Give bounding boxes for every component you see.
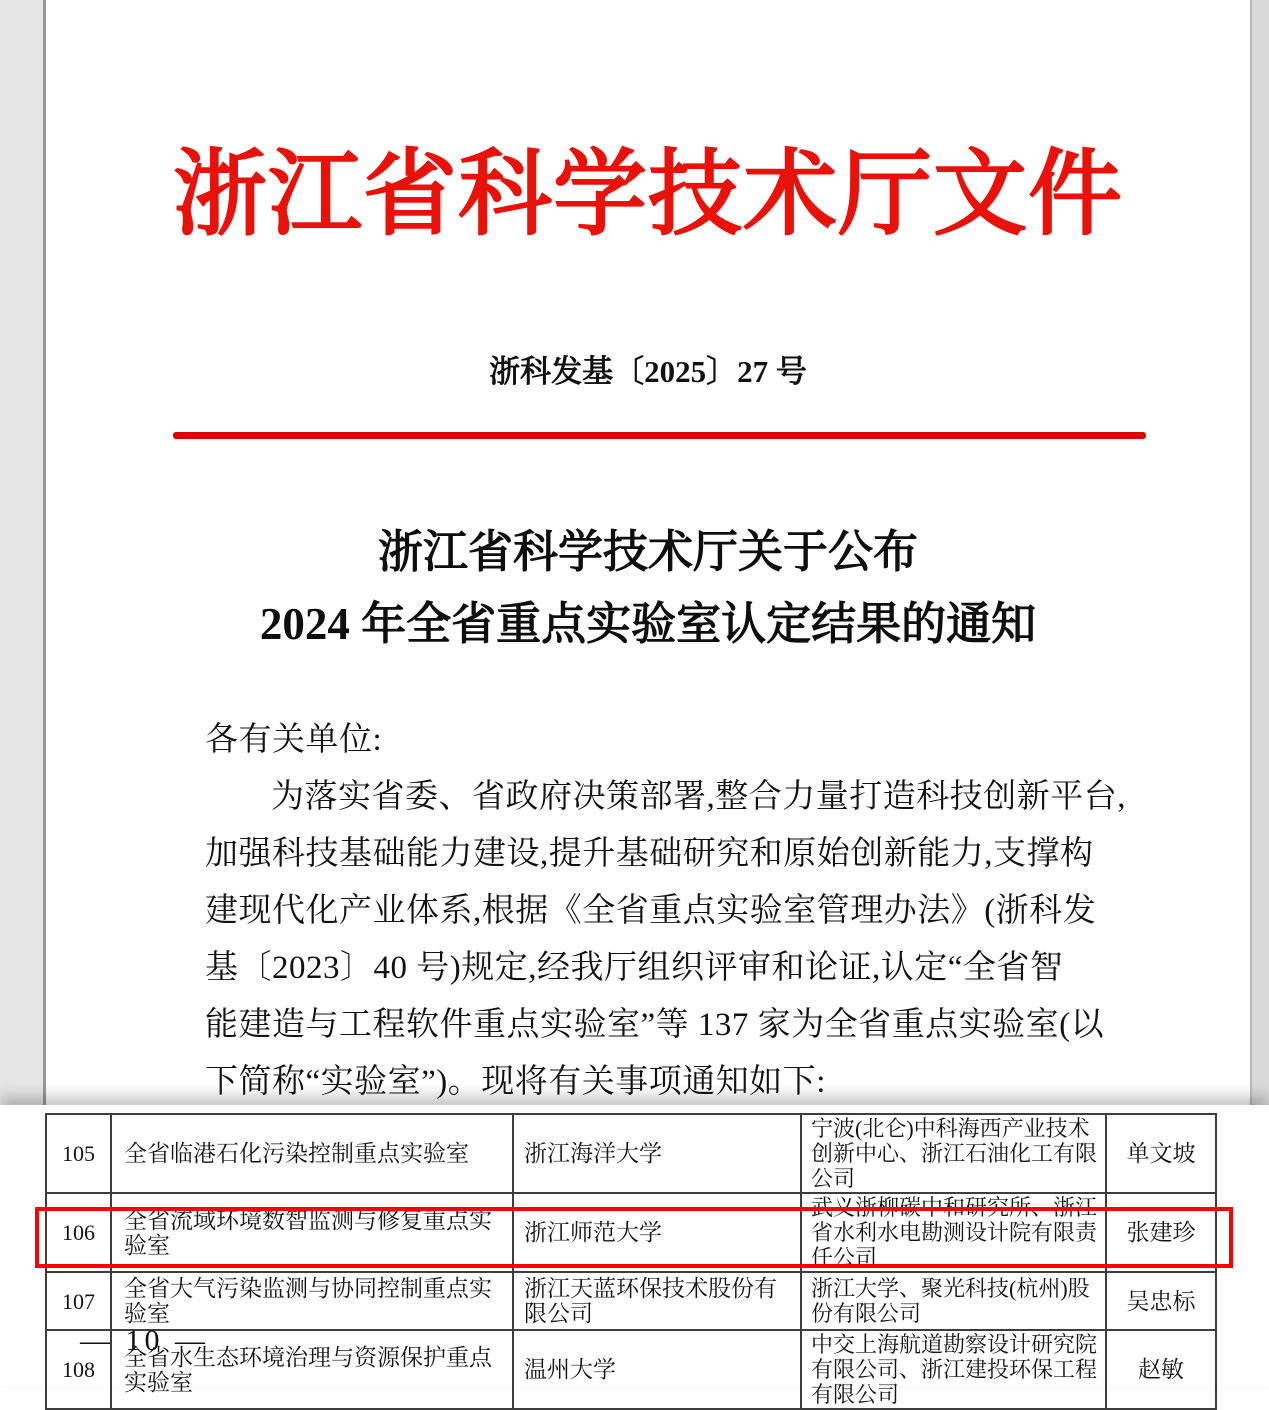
body-line: 建现代化产业体系,根据《全省重点实验室管理办法》(浙科发	[205, 893, 1097, 929]
body-line: 为落实省委、省政府决策部署,整合力量打造科技创新平台,	[271, 779, 1126, 815]
table-row	[46, 1272, 1216, 1330]
cell-partner-units: 浙江大学、聚光科技(杭州)股份有限公司	[801, 1272, 1106, 1330]
body-line: 下简称“实验室”)。现将有关事项通知如下:	[205, 1064, 826, 1100]
cell-row-number: 106	[46, 1193, 111, 1272]
body-line: 能建造与工程软件重点实验室”等 137 家为全省重点实验室(以	[205, 1007, 1105, 1043]
notice-title-line2: 2024 年全省重点实验室认定结果的通知	[259, 599, 1037, 649]
cell-row-number: 107	[46, 1272, 111, 1330]
key-laboratory-table	[45, 1113, 1217, 1410]
cell-director: 单文坡	[1106, 1114, 1216, 1193]
cell-row-number: 108	[46, 1330, 111, 1409]
notice-body	[205, 712, 1140, 1111]
cell-director: 吴忠标	[1106, 1272, 1216, 1330]
lab-table-body	[46, 1114, 1216, 1409]
cell-host-unit: 浙江师范大学	[513, 1193, 801, 1272]
cell-partner-units: 武义浙柳碳中和研究所、浙江省水利水电勘测设计院有限责任公司	[801, 1193, 1106, 1272]
scan-right-margin	[1250, 0, 1269, 1105]
cell-lab-name: 全省大气污染监测与协同控制重点实验室	[111, 1272, 513, 1330]
letterhead-red-rule	[173, 432, 1146, 439]
table-row	[46, 1114, 1216, 1193]
cell-host-unit: 温州大学	[513, 1330, 801, 1409]
salutation: 各有关单位:	[205, 722, 383, 758]
scan-left-margin	[0, 0, 46, 1105]
body-line: 基〔2023〕40 号)规定,经我厅组织评审和论证,认定“全省智	[205, 950, 1064, 986]
body-line: 加强科技基础能力建设,提升基础研究和原始创新能力,支撑构	[205, 836, 1094, 872]
document-number: 浙科发基〔2025〕27 号	[489, 354, 807, 389]
cell-lab-name: 全省水生态环境治理与资源保护重点实验室	[111, 1330, 513, 1409]
page-number: — 10 —	[80, 1324, 209, 1357]
cell-partner-units: 宁波(北仑)中科海西产业技术创新中心、浙江石油化工有限公司	[801, 1114, 1106, 1193]
cell-partner-units: 中交上海航道勘察设计研究院有限公司、浙江建投环保工程有限公司	[801, 1330, 1106, 1409]
table-row	[46, 1193, 1216, 1272]
cell-director: 张建珍	[1106, 1193, 1216, 1272]
notice-title-line1: 浙江省科学技术厅关于公布	[377, 527, 918, 577]
cell-lab-name: 全省临港石化污染控制重点实验室	[111, 1114, 513, 1193]
cell-host-unit: 浙江天蓝环保技术股份有限公司	[513, 1272, 801, 1330]
table-row	[46, 1330, 1216, 1409]
agency-letterhead-title: 浙江省科学技术厅文件	[172, 143, 1123, 247]
cell-director: 赵敏	[1106, 1330, 1216, 1409]
cell-host-unit: 浙江海洋大学	[513, 1114, 801, 1193]
cell-row-number: 105	[46, 1114, 111, 1193]
cell-lab-name: 全省流域环境数智监测与修复重点实验室	[111, 1193, 513, 1272]
